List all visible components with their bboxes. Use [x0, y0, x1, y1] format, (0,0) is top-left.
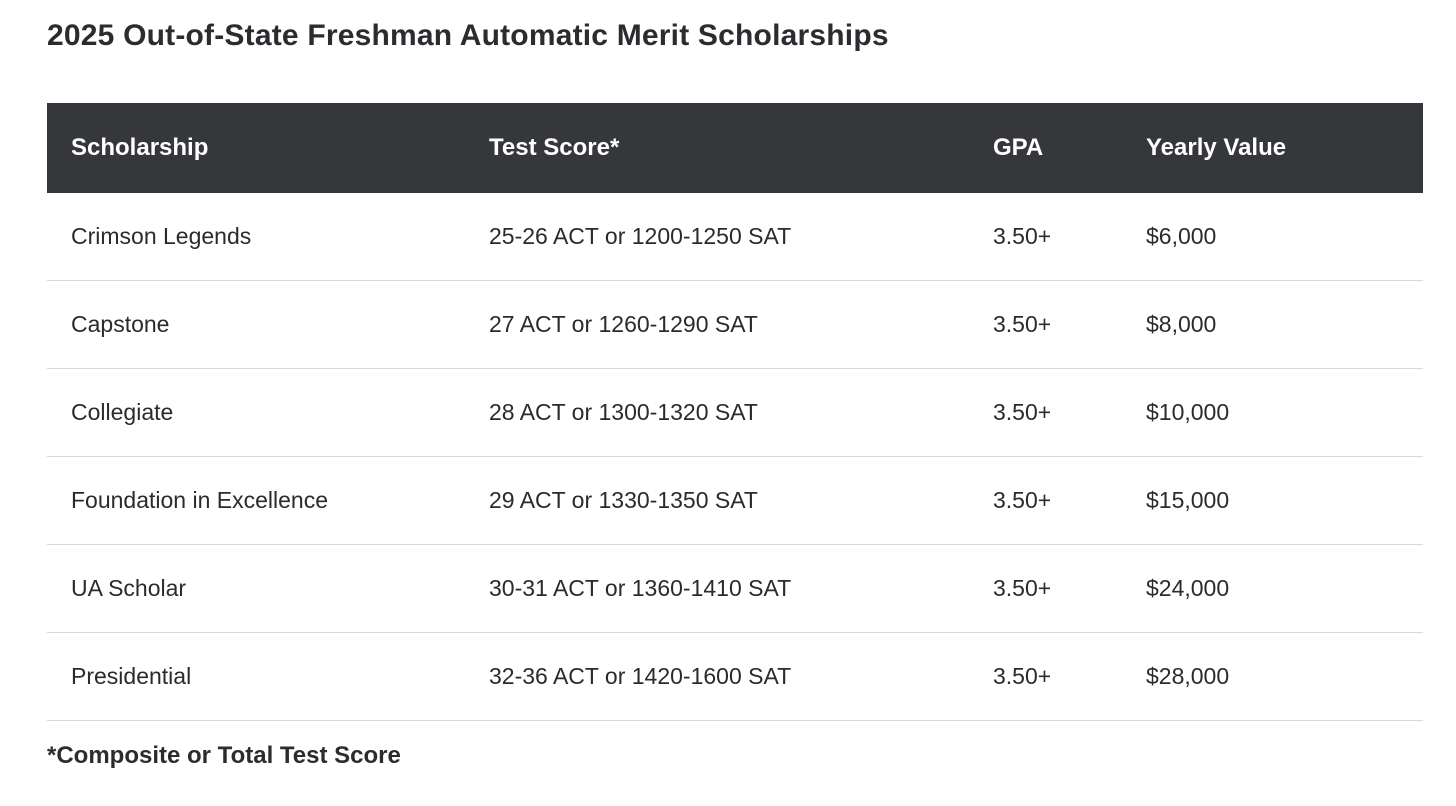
cell-scholarship: Presidential: [71, 663, 192, 689]
cell-yearly-value: $15,000: [1146, 487, 1230, 513]
header-scholarship: Scholarship: [71, 134, 209, 161]
cell-scholarship: Capstone: [71, 311, 170, 337]
table-row: [47, 457, 1423, 545]
cell-scholarship: Collegiate: [71, 399, 174, 425]
table-row: [47, 193, 1423, 281]
cell-test-score: 29 ACT or 1330-1350 SAT: [489, 487, 758, 513]
page-title: 2025 Out-of-State Freshman Automatic Merit Scholarships: [47, 19, 889, 52]
cell-test-score: 25-26 ACT or 1200-1250 SAT: [489, 223, 792, 249]
cell-scholarship: Crimson Legends: [71, 223, 252, 249]
cell-gpa: 3.50+: [993, 223, 1052, 249]
table-row: [47, 281, 1423, 369]
cell-gpa: 3.50+: [993, 663, 1052, 689]
cell-test-score: 32-36 ACT or 1420-1600 SAT: [489, 663, 792, 689]
header-gpa: GPA: [993, 134, 1044, 161]
table-row: [47, 633, 1423, 721]
cell-yearly-value: $6,000: [1146, 223, 1217, 249]
header-test-score: Test Score*: [489, 134, 620, 161]
test-score-footnote: *Composite or Total Test Score: [47, 742, 401, 769]
cell-gpa: 3.50+: [993, 575, 1052, 601]
cell-test-score: 28 ACT or 1300-1320 SAT: [489, 399, 758, 425]
cell-test-score: 30-31 ACT or 1360-1410 SAT: [489, 575, 792, 601]
header-yearly-value: Yearly Value: [1146, 134, 1287, 161]
cell-gpa: 3.50+: [993, 487, 1052, 513]
cell-yearly-value: $10,000: [1146, 399, 1230, 425]
table-row: [47, 369, 1423, 457]
table-row: [47, 545, 1423, 633]
cell-gpa: 3.50+: [993, 311, 1052, 337]
cell-scholarship: UA Scholar: [71, 575, 187, 601]
cell-yearly-value: $8,000: [1146, 311, 1217, 337]
cell-test-score: 27 ACT or 1260-1290 SAT: [489, 311, 758, 337]
cell-yearly-value: $24,000: [1146, 575, 1230, 601]
cell-gpa: 3.50+: [993, 399, 1052, 425]
cell-yearly-value: $28,000: [1146, 663, 1230, 689]
cell-scholarship: Foundation in Excellence: [71, 487, 328, 513]
table-header-row: [47, 103, 1423, 193]
scholarship-table: [47, 103, 1423, 721]
